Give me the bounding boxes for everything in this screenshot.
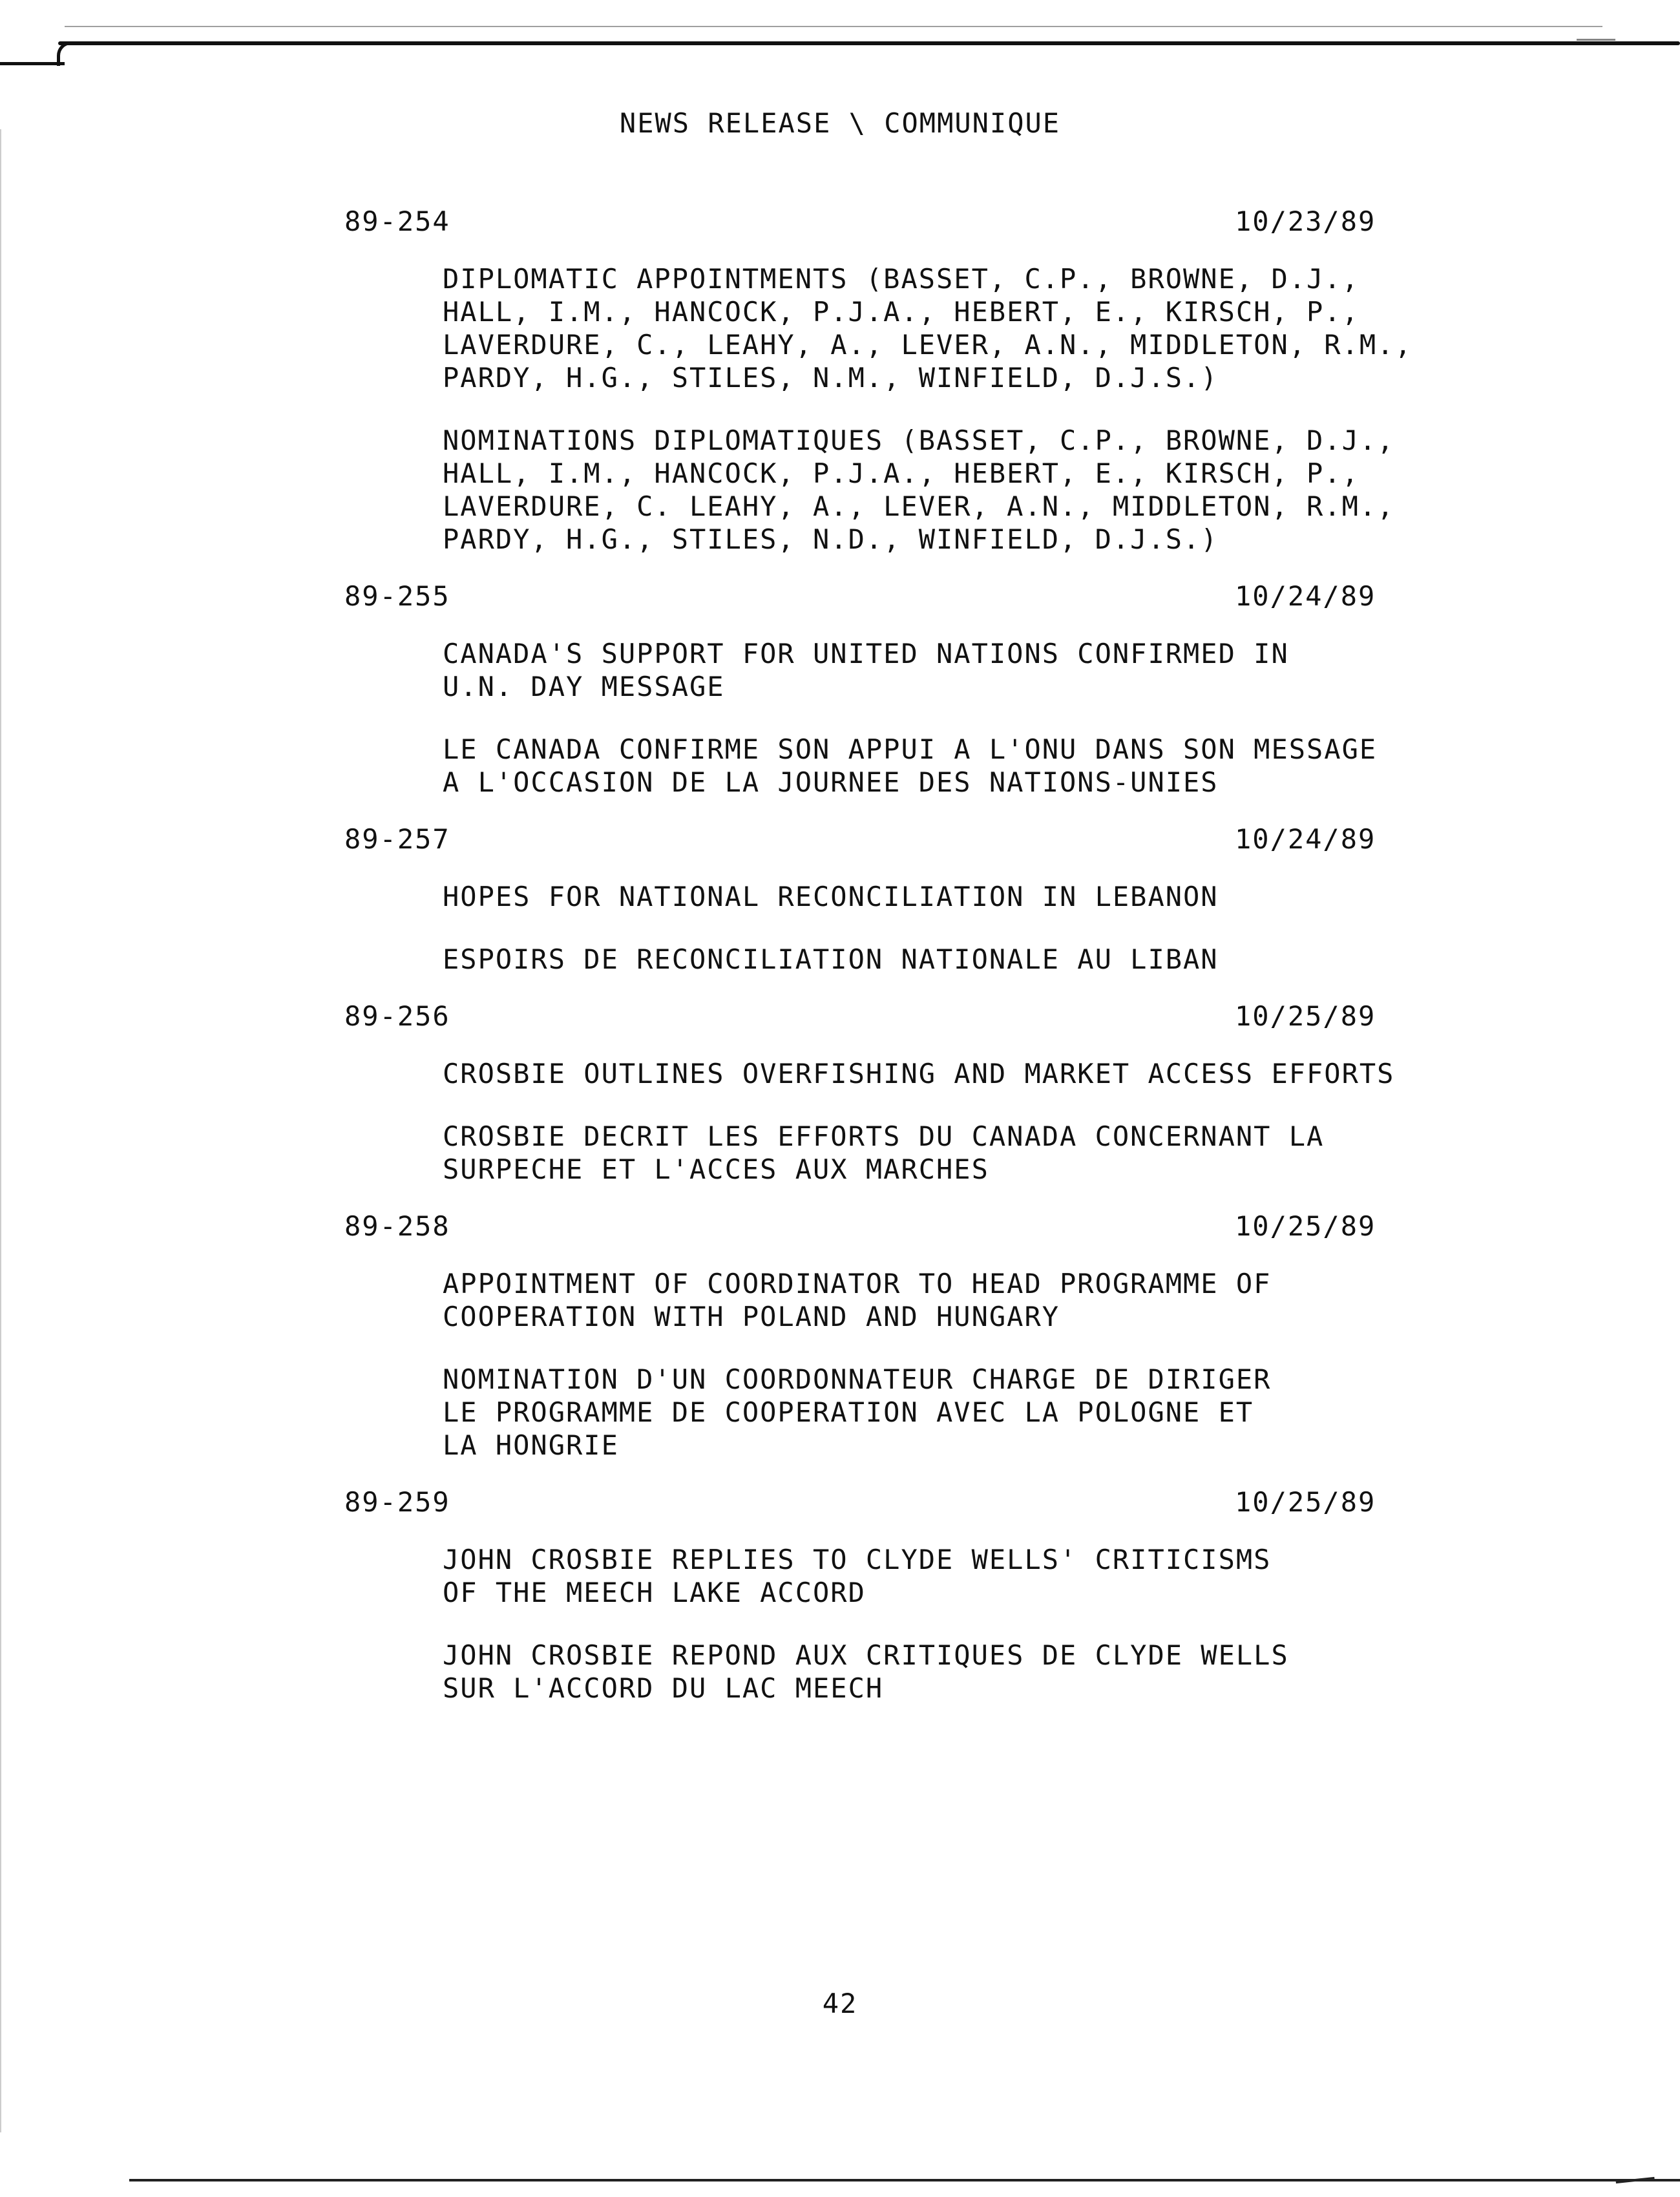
release-date: 10/24/89 [1235,580,1376,612]
release-number: 89-258 [344,1210,450,1242]
release-entry-header [344,580,1572,614]
release-entry [344,1000,1572,1186]
release-entry [344,205,1572,556]
release-title-french: LE CANADA CONFIRME SON APPUI A L'ONU DANS SON MESSAGE A L'OCCASION DE LA JOURNEE DES NATIONS-UNIES [443,733,1378,798]
release-list [344,205,1572,1729]
scan-top-thin-line [65,26,1602,27]
scan-top-left-hook [0,62,65,65]
release-entry-header [344,205,1572,239]
release-entry-header [344,1486,1572,1520]
release-entry-header [344,1000,1572,1034]
release-title-english: CANADA'S SUPPORT FOR UNITED NATIONS CONFIRMED IN U.N. DAY MESSAGE [443,638,1289,702]
scan-bottom-line [129,2179,1680,2181]
release-entry-header [344,823,1572,857]
release-date: 10/23/89 [1235,205,1376,237]
release-title-english: HOPES FOR NATIONAL RECONCILIATION IN LEBANON [443,881,1219,912]
release-title-english: APPOINTMENT OF COORDINATOR TO HEAD PROGRAMME OF COOPERATION WITH POLAND AND HUNGARY [443,1268,1272,1332]
release-number: 89-259 [344,1486,450,1518]
release-title-french: NOMINATION D'UN COORDONNATEUR CHARGE DE DIRIGER LE PROGRAMME DE COOPERATION AVEC LA POLOGNE ET LA HONGRIE [443,1363,1272,1461]
release-number: 89-257 [344,823,450,855]
release-title-english: JOHN CROSBIE REPLIES TO CLYDE WELLS' CRITICISMS OF THE MEECH LAKE ACCORD [443,1544,1272,1608]
release-entry [344,823,1572,976]
release-date: 10/24/89 [1235,823,1376,855]
scan-left-edge [0,129,1,2132]
page-header: NEWS RELEASE \ COMMUNIQUE [619,107,1061,139]
release-number: 89-255 [344,580,450,612]
release-title-french: ESPOIRS DE RECONCILIATION NATIONALE AU LIBAN [443,943,1219,975]
release-date: 10/25/89 [1235,1486,1376,1518]
release-entry [344,1486,1572,1705]
release-entry [344,1210,1572,1462]
release-date: 10/25/89 [1235,1210,1376,1242]
release-entry [344,580,1572,799]
page-number: 42 [822,1988,858,2019]
release-date: 10/25/89 [1235,1000,1376,1032]
scan-top-border-line [58,41,1680,45]
release-title-english: DIPLOMATIC APPOINTMENTS (BASSET, C.P., BROWNE, D.J., HALL, I.M., HANCOCK, P.J.A., HEBERT, E., KIRSCH, P., LAVERDURE, C., LEAHY, A., LEVER, A.N., MIDDLETON, R.M., PARDY, H.G., STILES, N.M., WINFIELD, D.J.S.) [443,263,1412,394]
release-entry-header [344,1210,1572,1244]
release-title-french: NOMINATIONS DIPLOMATIQUES (BASSET, C.P., BROWNE, D.J., HALL, I.M., HANCOCK, P.J.A., HEBERT, E., KIRSCH, P., LAVERDURE, C. LEAHY, A., LEVER, A.N., MIDDLETON, R.M., PARDY, H.G., STILES, N.D., WINFIELD, D.J.S.) [443,425,1395,555]
release-title-english: CROSBIE OUTLINES OVERFISHING AND MARKET ACCESS EFFORTS [443,1058,1395,1089]
release-number: 89-256 [344,1000,450,1032]
scan-top-right-mark [1577,28,1615,41]
release-number: 89-254 [344,205,450,237]
release-title-french: JOHN CROSBIE REPOND AUX CRITIQUES DE CLYDE WELLS SUR L'ACCORD DU LAC MEECH [443,1639,1289,1704]
release-title-french: CROSBIE DECRIT LES EFFORTS DU CANADA CONCERNANT LA SURPECHE ET L'ACCES AUX MARCHES [443,1120,1325,1185]
